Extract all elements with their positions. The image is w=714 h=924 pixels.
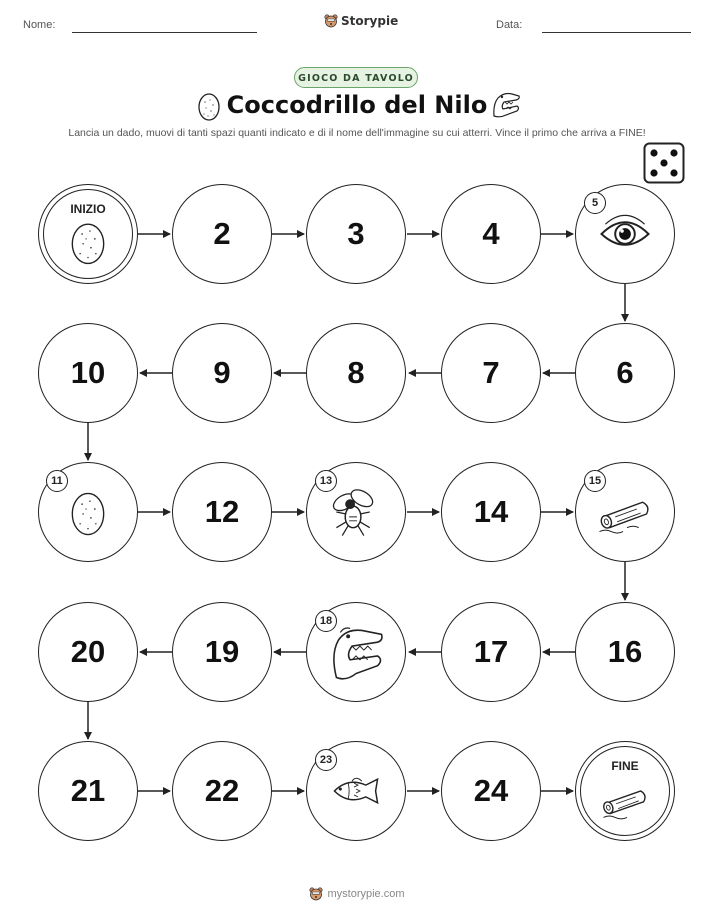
category-tag: GIOCO DA TAVOLO (294, 67, 418, 88)
space-number: 22 (204, 773, 240, 808)
board-space (441, 462, 541, 562)
date-label: Data: (496, 19, 523, 31)
space-number-badge: 13 (315, 470, 337, 492)
space-number: 9 (213, 355, 231, 390)
board-space (441, 184, 541, 284)
space-number: 16 (607, 634, 643, 669)
name-label: Nome: (23, 19, 56, 31)
space-number: 6 (616, 355, 634, 390)
board-space (306, 323, 406, 423)
board-space (441, 602, 541, 702)
space-number-badge: 15 (584, 470, 606, 492)
board-space (575, 323, 675, 423)
space-number-badge: 5 (584, 192, 606, 214)
space-number: 10 (70, 355, 106, 390)
space-number-badge: 23 (315, 749, 337, 771)
instructions: Lancia un dado, muovi di tanti spazi quanti indicato e di il nome dell'immagine su cui atterri. Vince il primo che arriva a FINE! (68, 127, 646, 139)
finish-space (575, 741, 675, 841)
space-number: 24 (473, 773, 509, 808)
footer-url[interactable]: mystorypie.com (327, 888, 405, 900)
page-title: Coccodrillo del Nilo (226, 91, 488, 119)
board-space (306, 184, 406, 284)
bear-icon (309, 887, 323, 901)
start-label: INIZIO (70, 202, 106, 216)
board-space (38, 323, 138, 423)
start-space (38, 184, 138, 284)
space-number-badge: 18 (315, 610, 337, 632)
board-space (38, 602, 138, 702)
finish-label: FINE (611, 759, 639, 773)
footer (0, 887, 714, 901)
space-number: 2 (213, 216, 231, 251)
board-space (38, 741, 138, 841)
log-icon (576, 742, 674, 840)
space-number: 4 (482, 216, 500, 251)
board-space (575, 602, 675, 702)
board-space (172, 184, 272, 284)
space-number: 12 (204, 494, 240, 529)
board-space (172, 323, 272, 423)
board-space (172, 462, 272, 562)
board-space (172, 741, 272, 841)
brand-name: Storypie (341, 14, 399, 28)
space-number: 14 (473, 494, 509, 529)
board-space (441, 323, 541, 423)
space-number: 8 (347, 355, 365, 390)
space-number: 7 (482, 355, 500, 390)
space-number: 17 (473, 634, 509, 669)
space-number: 19 (204, 634, 240, 669)
space-number: 21 (70, 773, 106, 808)
egg-icon (39, 185, 137, 283)
space-number-badge: 11 (46, 470, 68, 492)
space-number: 20 (70, 634, 106, 669)
board-space (172, 602, 272, 702)
board-space (441, 741, 541, 841)
space-number: 3 (347, 216, 365, 251)
